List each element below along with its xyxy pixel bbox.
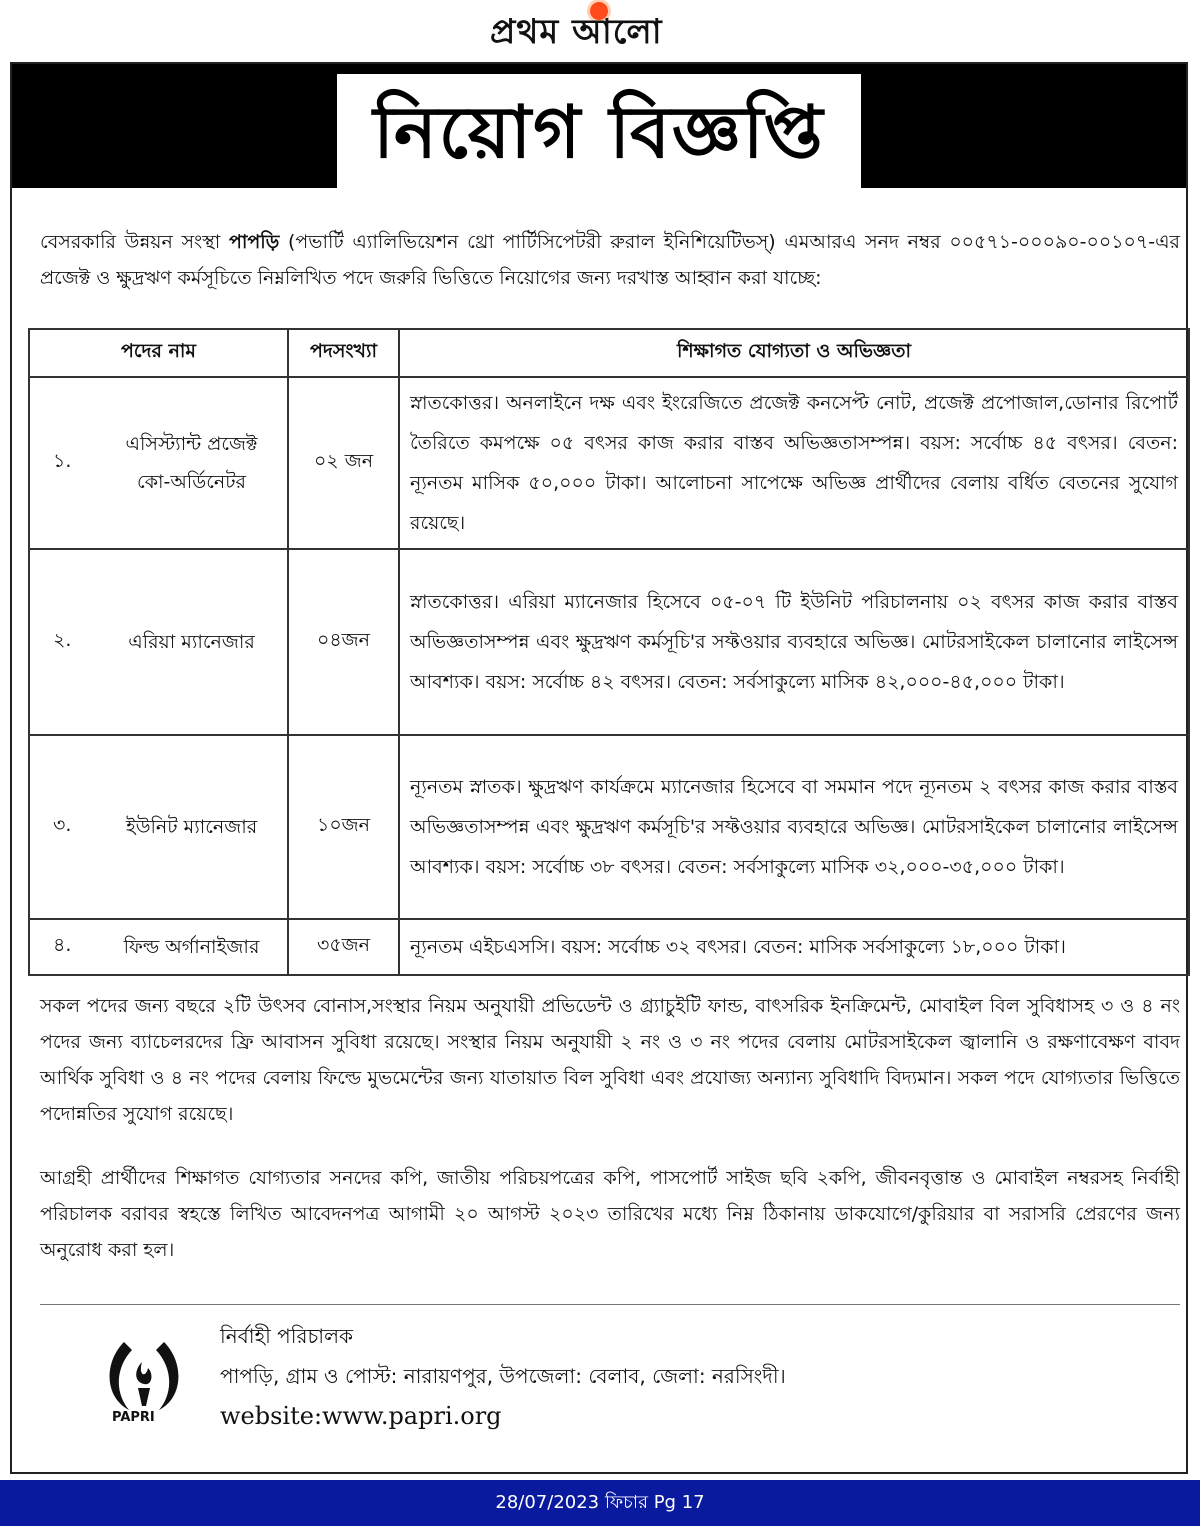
positions-table (28, 328, 1190, 976)
position-requirements: স্নাতকোত্তর। অনলাইনে দক্ষ এবং ইংরেজিতে প্রজেক্ট কনসেপ্ট নোট, প্রজেক্ট প্রপোজাল,ডোনার রিপোর্ট তৈরিতে কমপক্ষে ০৫ বৎসর কাজ করার বাস্তব অভিজ্ঞতাসম্পন্ন। বয়স: সর্বোচ্চ ৪৫ বৎসর। বেতন: ন্যূনতম মাসিক ৫০,০০০ টাকা। আলোচনা সাপেক্ষে অভিজ্ঞ প্রার্থীদের বেলায় বর্ধিত বেতনের সুযোগ রয়েছে। (399, 377, 1189, 549)
papri-logo-caption: PAPRI (112, 1410, 155, 1425)
website-link[interactable]: website:www.papri.org (220, 1402, 502, 1430)
position-requirements: ন্যূনতম স্নাতক। ক্ষুদ্রঋণ কার্যক্রমে ম্যানেজার হিসেবে বা সমমান পদে ন্যূনতম ২ বৎসর কাজ করার বাস্তব অভিজ্ঞতাসম্পন্ন এবং ক্ষুদ্রঋণ কর্মসূচি'র সফ্টওয়ার ব্যবহারে অভিজ্ঞ। মোটরসাইকেল চালানোর লাইসেন্স আবশ্যক। বয়স: সর্বোচ্চ ৩৮ বৎসর। বেতন: সর্বসাকুল্যে মাসিক ৩২,০০০-৩৫,০০০ টাকা। (399, 735, 1189, 919)
position-requirements: স্নাতকোত্তর। এরিয়া ম্যানেজার হিসেবে ০৫-০৭ টি ইউনিট পরিচালনায় ০২ বৎসর কাজ করার বাস্তব অভিজ্ঞতাসম্পন্ন এবং ক্ষুদ্রঋণ কর্মসূচি'র সফ্টওয়ার ব্যবহারে অভিজ্ঞ। মোটরসাইকেল চালানোর লাইসেন্স আবশ্যক। বয়স: সর্বোচ্চ ৪২ বৎসর। বেতন: সর্বসাকুল্যে মাসিক ৪২,০০০-৪৫,০০০ টাকা। (399, 549, 1189, 735)
intro-text-end: (পভার্টি এ্যালিভিয়েশন থ্রো পার্টিসিপেটরী রুরাল ইনিশিয়েটিভস্) এমআরএ সনদ নম্বর ০০৫৭১-০০০৯০-০০১০৭-এর প্রজেক্ট ও ক্ষুদ্রঋণ কর্মসূচিতে নিম্নলিখিত পদে জরুরি ভিত্তিতে নিয়োগের জন্য দরখাস্ত আহ্বান করা যাচ্ছে: (40, 231, 1180, 289)
position-number: ২. (53, 629, 72, 651)
position-cell (29, 919, 288, 975)
position-count: ৩৫জন (288, 919, 399, 975)
job-advertisement (10, 62, 1188, 1474)
position-number: ৩. (53, 814, 72, 836)
header-position: পদের নাম (29, 329, 288, 377)
position-cell (29, 377, 288, 549)
table-row (29, 549, 1189, 735)
position-cell (29, 549, 288, 735)
position-number: ৪. (53, 934, 72, 956)
divider (40, 1304, 1180, 1305)
application-paragraph: আগ্রহী প্রার্থীদের শিক্ষাগত যোগ্যতার সনদের কপি, জাতীয় পরিচয়পত্রের কপি, পাসপোর্ট সাইজ ছবি ২কপি, জীবনবৃত্তান্ত ও মোবাইল নম্বরসহ নির্বাহী পরিচালক বরাবর স্বহস্তে লিখিত আবেদনপত্র আগামী ২০ আগস্ট ২০২৩ তারিখের মধ্যে নিম্ন ঠিকানায় ডাকযোগে/কুরিয়ার বা সরাসরি প্রেরণের জন্য অনুরোধ করা হল। (40, 1167, 1180, 1261)
signature-block (220, 1316, 786, 1436)
position-name-line2: কো-অর্ডিনেটর (136, 471, 247, 493)
newspaper-masthead (0, 0, 1200, 60)
header-requirements: শিক্ষাগত যোগ্যতা ও অভিজ্ঞতা (399, 329, 1189, 377)
intro-text-start: বেসরকারি উন্নয়ন সংস্থা (40, 231, 229, 253)
newspaper-logo: প্রথম আলো (490, 12, 663, 52)
position-name: এসিস্ট্যান্ট প্রজেক্ট (125, 433, 258, 455)
table-header-row (29, 329, 1189, 377)
org-address: পাপড়ি, গ্রাম ও পোস্ট: নারায়ণপুর, উপজেলা: বেলাব, জেলা: নরসিংদী। (220, 1364, 786, 1388)
ad-title: নিয়োগ বিজ্ঞপ্তি (337, 74, 860, 208)
table-row (29, 735, 1189, 919)
position-cell (29, 735, 288, 919)
position-count: ০২ জন (288, 377, 399, 549)
position-count: ১০জন (288, 735, 399, 919)
position-name: ফিল্ড অর্গানাইজার (123, 936, 260, 958)
ad-banner (12, 64, 1186, 188)
position-number: ১. (53, 450, 72, 472)
position-count: ০৪জন (288, 549, 399, 735)
org-name: পাপড়ি (229, 231, 280, 253)
table-row (29, 377, 1189, 549)
header-count: পদসংখ্যা (288, 329, 399, 377)
intro-paragraph (40, 224, 1180, 296)
page-footer: 28/07/2023 ফিচার Pg 17 (0, 1480, 1200, 1526)
table-row (29, 919, 1189, 975)
position-name: ইউনিট ম্যানেজার (125, 816, 258, 838)
signatory-title: নির্বাহী পরিচালক (220, 1324, 353, 1348)
benefits-paragraph: সকল পদের জন্য বছরে ২টি উৎসব বোনাস,সংস্থার নিয়ম অনুযায়ী প্রভিডেন্ট ও গ্র্যাচুইটি ফান্ড, বাৎসরিক ইনক্রিমেন্ট, মোবাইল বিল সুবিধাসহ ৩ ও ৪ নং পদের জন্য ব্যাচেলরদের ফ্রি আবাসন সুবিধা রয়েছে। সংস্থার নিয়ম অনুযায়ী ২ নং ও ৩ নং পদের বেলায় মোটরসাইকেল জ্বালানি ও রক্ষণাবেক্ষণ বাবদ আর্থিক সুবিধা ও ৪ নং পদের বেলায় ফিল্ডে মুভমেন্টের জন্য যাতায়াত বিল সুবিধা এবং প্রযোজ্য অন্যান্য সুবিধাদি বিদ্যমান। সকল পদে যোগ্যতার ভিত্তিতে পদোন্নতির সুযোগ রয়েছে। (40, 995, 1180, 1125)
position-name: এরিয়া ম্যানেজার (128, 631, 255, 653)
position-requirements: ন্যূনতম এইচএসসি। বয়স: সর্বোচ্চ ৩২ বৎসর। বেতন: মাসিক সর্বসাকুল্যে ১৮,০০০ টাকা। (399, 919, 1189, 975)
